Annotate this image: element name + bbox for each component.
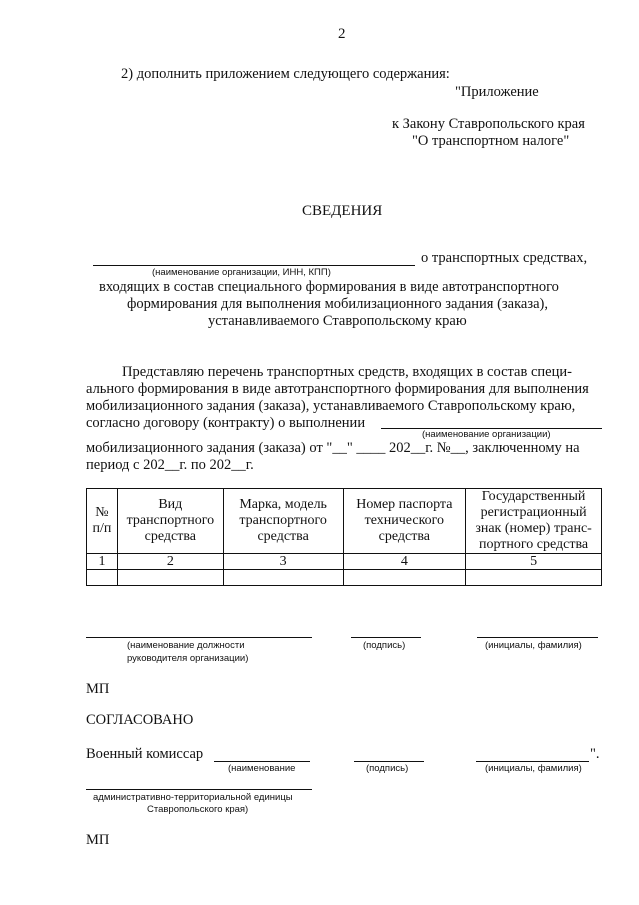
table-header-cell: Номер паспорта технического средства bbox=[343, 489, 466, 554]
table-row bbox=[87, 570, 602, 586]
table-column-number: 2 bbox=[117, 554, 223, 570]
name-line bbox=[477, 637, 598, 638]
name-caption: (инициалы, фамилия) bbox=[485, 640, 582, 651]
table-column-number: 1 bbox=[87, 554, 118, 570]
table-cell bbox=[117, 570, 223, 586]
page-number: 2 bbox=[338, 26, 346, 42]
table-cell bbox=[466, 570, 602, 586]
body-line6: период с 202__г. по 202__г. bbox=[86, 457, 254, 473]
commissar-initials-line bbox=[476, 761, 589, 762]
table-header-cell: Вид транспортного средства bbox=[117, 489, 223, 554]
table-row bbox=[87, 554, 602, 570]
commissar-name-caption: (инициалы, фамилия) bbox=[485, 763, 582, 774]
position-line bbox=[86, 637, 312, 638]
appendix-word: "Приложение bbox=[455, 84, 539, 100]
contract-org-caption: (наименование организации) bbox=[422, 429, 551, 440]
org-name-line bbox=[93, 265, 415, 266]
table-header-cell: № п/п bbox=[87, 489, 118, 554]
table-header-cell: Государственный регистрационный знак (номер) транс-портного средства bbox=[466, 489, 602, 554]
admin-unit-caption-line2: Ставропольского края) bbox=[147, 804, 249, 815]
table-column-number: 3 bbox=[223, 554, 343, 570]
body-line3: мобилизационного задания (заказа), устанавливаемого Ставропольскому краю, bbox=[86, 398, 576, 414]
org-intro-line1: входящих в состав специального формирования в виде автотранспортного bbox=[99, 279, 559, 295]
agreed-label: СОГЛАСОВАНО bbox=[86, 712, 194, 728]
table-column-number: 4 bbox=[343, 554, 466, 570]
table-header-row bbox=[87, 489, 602, 554]
body-line5: мобилизационного задания (заказа) от "__" ____ 202__г. №__, заключенному на bbox=[86, 440, 580, 456]
commissar-signature-caption: (подпись) bbox=[366, 763, 409, 774]
admin-unit-caption-line1: административно-территориальной единицы bbox=[93, 792, 293, 803]
org-intro-line3: устанавливаемого Ставропольскому краю bbox=[208, 313, 467, 329]
document-title: СВЕДЕНИЯ bbox=[302, 203, 383, 219]
position-caption-line2: руководителя организации) bbox=[127, 653, 249, 664]
body-line4: согласно договору (контракту) о выполнении bbox=[86, 415, 366, 431]
table-column-number: 5 bbox=[466, 554, 602, 570]
table-cell bbox=[343, 570, 466, 586]
org-intro-suffix: о транспортных средствах, bbox=[421, 250, 588, 266]
commissar-name-line bbox=[214, 761, 310, 762]
signature-line bbox=[351, 637, 421, 638]
admin-unit-line bbox=[86, 789, 312, 790]
closing-quote: ". bbox=[590, 746, 600, 762]
body-line1: Представляю перечень транспортных средств, входящих в состав специ- bbox=[122, 364, 572, 380]
seal-mark-2: МП bbox=[86, 832, 110, 848]
commissar-signature-line bbox=[354, 761, 424, 762]
body-line2: ального формирования в виде автотранспортного формирования для выполнения bbox=[86, 381, 589, 397]
table-cell bbox=[87, 570, 118, 586]
org-intro-line2: формирования для выполнения мобилизационного задания (заказа), bbox=[127, 296, 548, 312]
naming-caption: (наименование bbox=[228, 763, 296, 774]
position-caption-line1: (наименование должности bbox=[127, 640, 245, 651]
org-name-caption: (наименование организации, ИНН, КПП) bbox=[152, 267, 331, 278]
amendment-item: 2) дополнить приложением следующего содержания: bbox=[121, 66, 450, 82]
signature-caption: (подпись) bbox=[363, 640, 406, 651]
commissar-label: Военный комиссар bbox=[86, 746, 204, 762]
table-header-cell: Марка, модель транспортного средства bbox=[223, 489, 343, 554]
appendix-law-line1: к Закону Ставропольского края bbox=[392, 116, 585, 132]
table-cell bbox=[223, 570, 343, 586]
vehicles-table bbox=[86, 488, 602, 586]
appendix-law-line2: "О транспортном налоге" bbox=[412, 133, 570, 149]
seal-mark: МП bbox=[86, 681, 110, 697]
